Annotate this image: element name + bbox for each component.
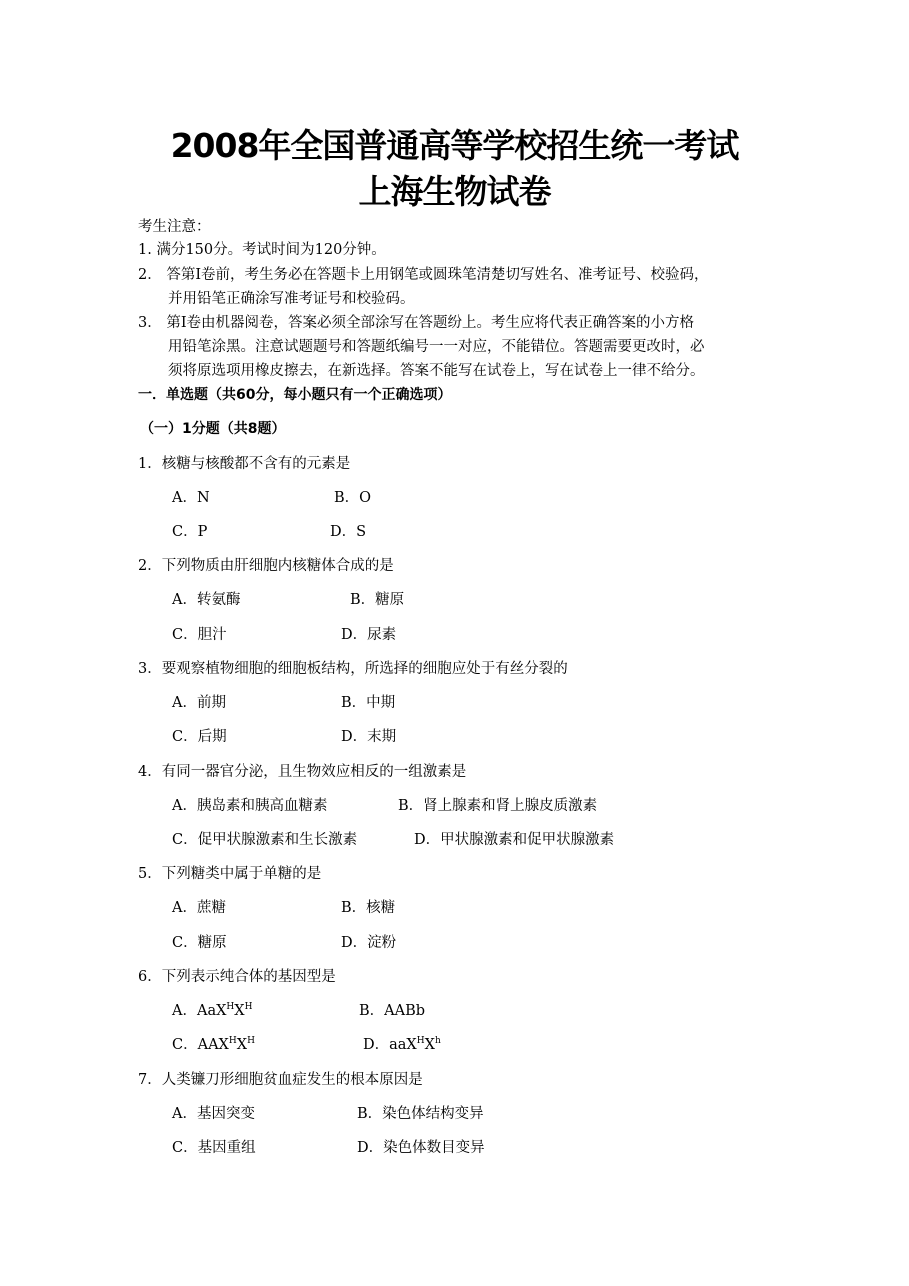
exam-title-line2: 上海生物试卷: [358, 172, 551, 211]
question-7-option-b: B．染色体结构变异: [357, 1106, 484, 1122]
question-3-option-b: B．中期: [341, 695, 396, 711]
question-6-option-c: C．$AAX^HX^H$: [172, 1036, 255, 1053]
question-5-option-d: D．淀粉: [341, 935, 397, 951]
question-6-option-d: D．$aaX^HX^h$: [363, 1036, 441, 1053]
question-4-option-b: B．肾上腺素和肾上腺皮质激素: [398, 798, 598, 814]
question-5-option-a: A．蔗糖: [172, 900, 226, 916]
question-4-stem: 4．有同一器官分泌，且生物效应相反的一组激素是: [138, 764, 467, 780]
question-1-option-b: B．O: [334, 490, 372, 506]
question-4-option-a: A．胰岛素和胰高血糖素: [172, 798, 328, 814]
question-7-option-a: A．基因突变: [172, 1106, 255, 1122]
question-7-stem: 7．人类镰刀形细胞贫血症发生的根本原因是: [138, 1072, 423, 1088]
question-3-stem: 3．要观察植物细胞的细胞板结构，所选择的细胞应处于有丝分裂的: [138, 661, 568, 677]
exam-title-line1: 2008年全国普通高等学校招生统一考试: [170, 126, 739, 165]
question-4-option-c: C．促甲状腺激素和生长激素: [172, 832, 358, 848]
notice-item-3-cont2: 须将原选项用橡皮擦去，在新选择。答案不能写在试卷上，写在试卷上一律不给分。: [168, 363, 705, 379]
notice-item-2: 2． 答第Ⅰ卷前，考生务必在答题卡上用钢笔或圆珠笔清楚切写姓名、准考证号、校验码，: [138, 267, 709, 283]
notice-item-2-cont: 并用铅笔正确涂写准考证号和校验码。: [168, 291, 415, 307]
question-2-stem: 2．下列物质由肝细胞内核糖体合成的是: [138, 558, 394, 574]
question-6-option-a: A．$AaX^HX^H$: [172, 1002, 253, 1019]
question-6-stem: 6．下列表示纯合体的基因型是: [138, 969, 336, 985]
question-2-option-a: A．转氨酶: [172, 592, 241, 608]
question-5-option-b: B．核糖: [341, 900, 396, 916]
question-5-option-c: C．糖原: [172, 935, 227, 951]
question-2-option-d: D．尿素: [341, 627, 397, 643]
question-1-option-a: A．N: [172, 490, 210, 506]
question-2-option-c: C．胆汁: [172, 627, 227, 643]
notice-item-1: 1. 满分150分。考试时间为120分钟。: [138, 242, 386, 258]
question-6-option-b: B．AABb: [359, 1003, 426, 1019]
question-5-stem: 5．下列糖类中属于单糖的是: [138, 866, 322, 882]
question-1-option-c: C．P: [172, 524, 208, 540]
notice-item-3-cont1: 用铅笔涂黑。注意试题题号和答题纸编号一一对应，不能错位。答题需要更改时，必: [168, 339, 705, 355]
notice-item-3: 3． 第Ⅰ卷由机器阅卷，答案必须全部涂写在答题纷上。考生应将代表正确答案的小方格: [138, 315, 695, 331]
question-7-option-d: D．染色体数目变异: [357, 1140, 485, 1156]
question-7-option-c: C．基因重组: [172, 1140, 256, 1156]
question-2-option-b: B．糖原: [350, 592, 405, 608]
question-1-stem: 1．核糖与核酸都不含有的元素是: [138, 456, 351, 472]
question-4-option-d: D．甲状腺激素和促甲状腺激素: [414, 832, 615, 848]
question-3-option-c: C．后期: [172, 729, 227, 745]
question-3-option-d: D．末期: [341, 729, 397, 745]
notice-heading: 考生注意：: [138, 219, 211, 235]
subsection-heading: （一）1分题（共8题）: [140, 421, 286, 437]
question-1-option-d: D．S: [330, 524, 367, 540]
question-3-option-a: A．前期: [172, 695, 226, 711]
section-heading: 一．单选题（共60分，每小题只有一个正确选项）: [138, 387, 452, 403]
